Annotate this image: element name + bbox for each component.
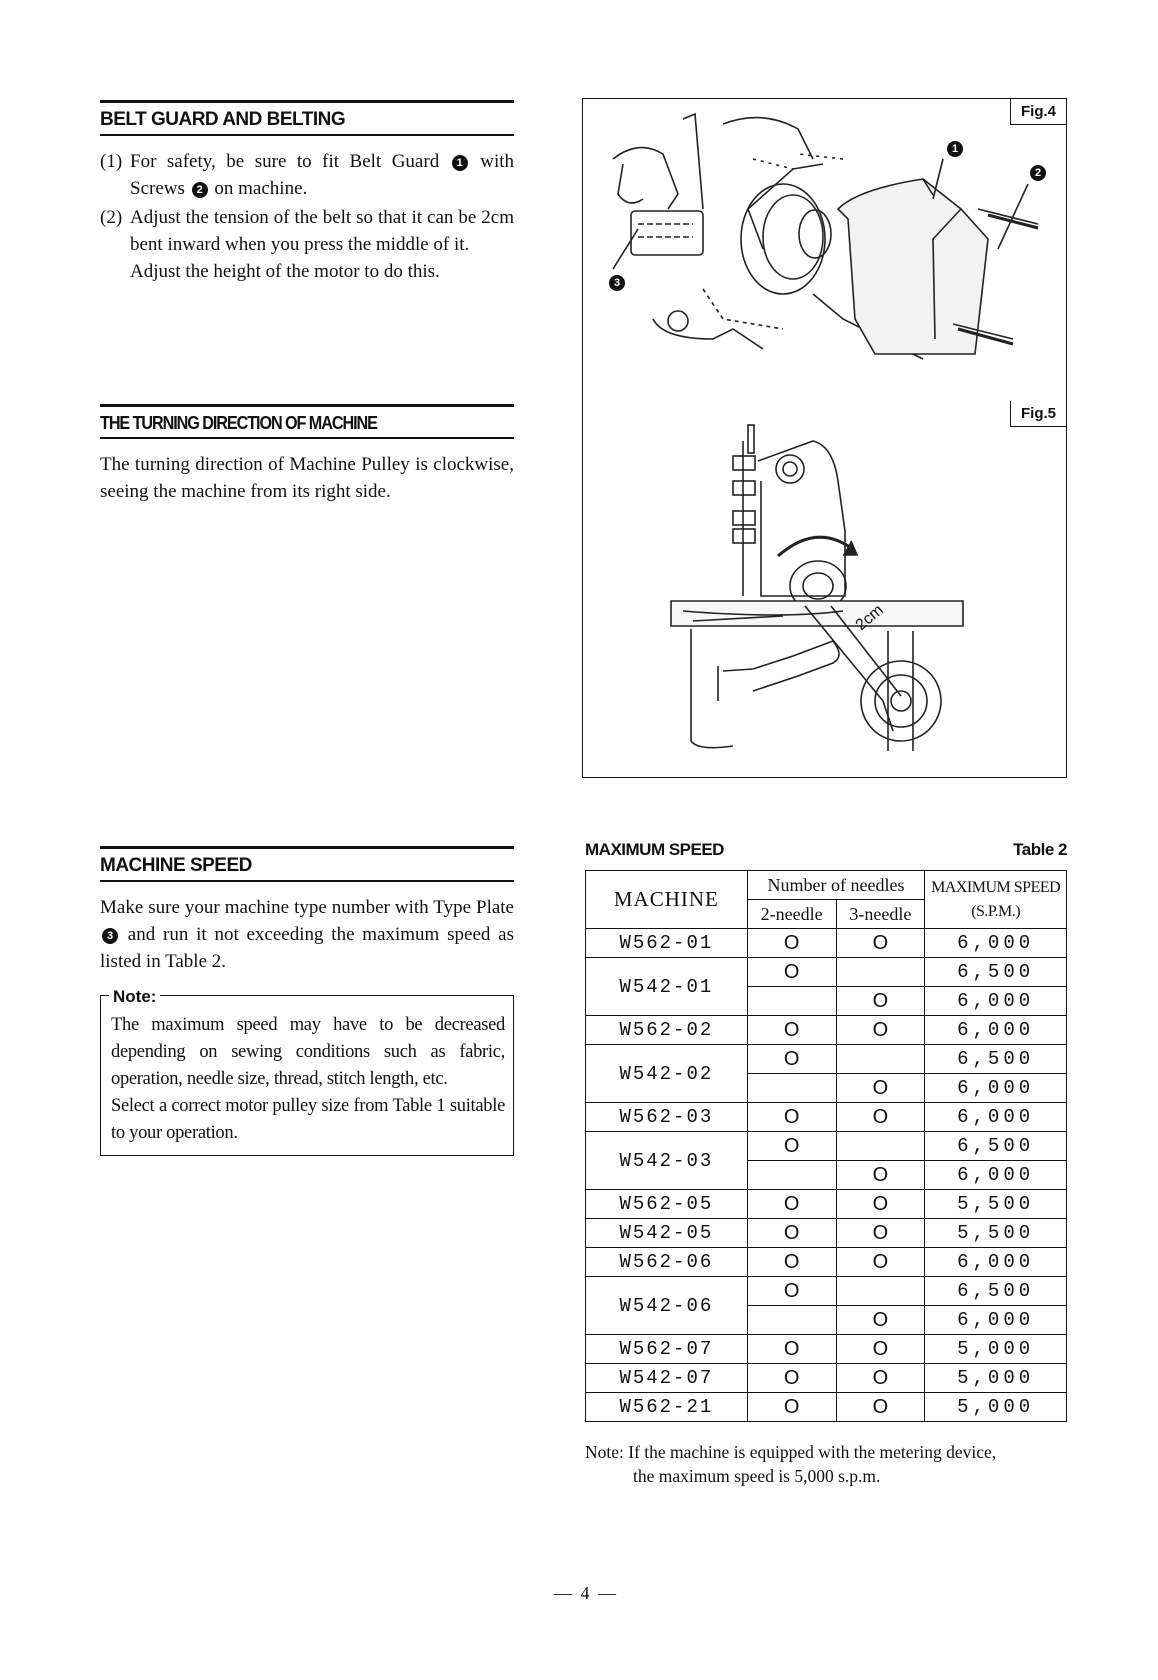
machine-speed-title: MACHINE SPEED <box>100 846 514 882</box>
figure-5-belt-mark: 2cm <box>852 601 887 635</box>
belt-item-1-part1: For safety, be sure to fit Belt Guard <box>130 151 440 172</box>
table-row <box>586 1248 1067 1277</box>
two-needle-cell <box>747 1161 836 1190</box>
figure-4 <box>582 98 1067 403</box>
table-heading <box>585 840 1067 860</box>
three-needle-cell: O <box>836 1364 925 1393</box>
three-needle-cell: O <box>836 1393 925 1422</box>
speed-cell: 6,000 <box>925 929 1067 958</box>
header-machine: MACHINE <box>586 871 748 929</box>
three-needle-cell: O <box>836 1335 925 1364</box>
three-needle-cell <box>836 1045 925 1074</box>
machine-cell: W542-02 <box>586 1045 748 1103</box>
table-row <box>586 958 1067 987</box>
three-needle-cell: O <box>836 1190 925 1219</box>
speed-cell: 6,000 <box>925 1074 1067 1103</box>
two-needle-cell: O <box>747 1103 836 1132</box>
speed-cell: 6,500 <box>925 1045 1067 1074</box>
two-needle-cell <box>747 1074 836 1103</box>
three-needle-cell: O <box>836 987 925 1016</box>
two-needle-cell: O <box>747 929 836 958</box>
figure-5-label: Fig.5 <box>1010 401 1066 427</box>
header-max-speed-unit: (S.P.M.) <box>971 902 1021 920</box>
three-needle-cell <box>836 1277 925 1306</box>
table-row <box>586 1045 1067 1074</box>
figure-4-callout-2: 2 <box>1030 165 1046 181</box>
three-needle-cell: O <box>836 1161 925 1190</box>
speed-cell: 5,500 <box>925 1219 1067 1248</box>
belt-item-1-part2: with <box>480 151 515 172</box>
speed-note-box <box>100 987 514 1156</box>
speed-cell: 6,000 <box>925 1161 1067 1190</box>
turning-direction-section <box>100 404 514 505</box>
two-needle-cell: O <box>747 1248 836 1277</box>
machine-speed-part2: and run it not exceeding the maximum speed as listed in Table 2. <box>100 924 514 972</box>
three-needle-cell: O <box>836 1219 925 1248</box>
three-needle-cell: O <box>836 1306 925 1335</box>
two-needle-cell: O <box>747 1016 836 1045</box>
two-needle-cell: O <box>747 1335 836 1364</box>
table-body <box>586 929 1067 1422</box>
machine-cell: W542-01 <box>586 958 748 1016</box>
machine-speed-section <box>100 846 514 1156</box>
belt-guard-body <box>100 148 514 285</box>
page-number: — 4 — <box>554 1583 618 1603</box>
three-needle-cell: O <box>836 1248 925 1277</box>
three-needle-cell: O <box>836 929 925 958</box>
speed-cell: 6,000 <box>925 1016 1067 1045</box>
two-needle-cell: O <box>747 1277 836 1306</box>
table-row <box>586 1219 1067 1248</box>
table-note-line-2: the maximum speed is 5,000 s.p.m. <box>633 1466 881 1486</box>
speed-cell: 5,000 <box>925 1364 1067 1393</box>
figure-5 <box>582 401 1067 778</box>
table-number: Table 2 <box>1013 840 1067 859</box>
machine-speed-text <box>100 894 514 975</box>
table-note <box>585 1440 1067 1488</box>
two-needle-cell <box>747 987 836 1016</box>
three-needle-cell <box>836 1132 925 1161</box>
two-needle-cell: O <box>747 1393 836 1422</box>
machine-cell: W562-01 <box>586 929 748 958</box>
table-row <box>586 1103 1067 1132</box>
machine-cell: W562-21 <box>586 1393 748 1422</box>
speed-note-label: Note: <box>109 983 160 1010</box>
table-row <box>586 1132 1067 1161</box>
two-needle-cell: O <box>747 1219 836 1248</box>
belt-item-1-number: (1) <box>100 151 123 172</box>
two-needle-cell: O <box>747 1190 836 1219</box>
belt-item-1 <box>100 148 514 202</box>
table-row <box>586 929 1067 958</box>
three-needle-cell: O <box>836 1103 925 1132</box>
machine-cell: W542-06 <box>586 1277 748 1335</box>
table-row <box>586 1016 1067 1045</box>
belt-item-2-number: (2) <box>100 207 123 228</box>
speed-cell: 6,500 <box>925 1132 1067 1161</box>
speed-cell: 6,000 <box>925 1306 1067 1335</box>
table-row <box>586 1393 1067 1422</box>
two-needle-cell: O <box>747 1045 836 1074</box>
belt-item-2-extra: Adjust the height of the motor to do this. <box>130 261 440 282</box>
table-row <box>586 1364 1067 1393</box>
speed-cell: 6,000 <box>925 1248 1067 1277</box>
speed-cell: 6,500 <box>925 958 1067 987</box>
belt-item-1-part3: Screws <box>130 178 185 199</box>
header-needles: Number of needles <box>747 871 925 900</box>
two-needle-cell: O <box>747 1364 836 1393</box>
header-max-speed-label: MAXIMUM SPEED <box>931 878 1061 896</box>
machine-cell: W542-05 <box>586 1219 748 1248</box>
table-row <box>586 1277 1067 1306</box>
header-max-speed <box>925 871 1067 929</box>
table-title: MAXIMUM SPEED <box>585 840 724 859</box>
type-plate-badge: 3 <box>102 928 118 944</box>
turning-direction-text: The turning direction of Machine Pulley is clockwise, seeing the machine from its right side. <box>100 454 514 502</box>
machine-cell: W562-05 <box>586 1190 748 1219</box>
speed-cell: 5,000 <box>925 1335 1067 1364</box>
two-needle-cell <box>747 1306 836 1335</box>
table-note-line-1: Note: If the machine is equipped with the metering device, <box>585 1442 997 1462</box>
machine-speed-part1: Make sure your machine type number with Type Plate <box>100 897 514 918</box>
figure-4-label: Fig.4 <box>1010 99 1066 125</box>
machine-cell: W542-03 <box>586 1132 748 1190</box>
machine-cell: W562-07 <box>586 1335 748 1364</box>
speed-note-text-2: Select a correct motor pulley size from Table 1 suitable to your operation. <box>111 1096 505 1143</box>
screws-badge: 2 <box>192 182 208 198</box>
figure-4-callout-3: 3 <box>609 275 625 291</box>
three-needle-cell <box>836 958 925 987</box>
table-row <box>586 1335 1067 1364</box>
speed-cell: 6,000 <box>925 1103 1067 1132</box>
header-3-needle: 3-needle <box>836 900 925 929</box>
machine-cell: W562-03 <box>586 1103 748 1132</box>
belt-item-2 <box>100 204 514 258</box>
speed-cell: 6,000 <box>925 987 1067 1016</box>
speed-cell: 5,000 <box>925 1393 1067 1422</box>
belt-item-1-text <box>130 148 514 202</box>
table-row <box>586 1190 1067 1219</box>
belt-guard-title: BELT GUARD AND BELTING <box>100 100 514 136</box>
speed-note-text-1: The maximum speed may have to be decreased depending on sewing conditions such as fabric, operation, needle size, thread, stitch length, etc. <box>111 1015 505 1089</box>
belt-guard-section <box>100 100 514 285</box>
machine-cell: W562-02 <box>586 1016 748 1045</box>
two-needle-cell: O <box>747 958 836 987</box>
three-needle-cell: O <box>836 1074 925 1103</box>
belt-item-2-text: Adjust the tension of the belt so that it can be 2cm bent inward when you press the middle of it. <box>130 207 514 255</box>
speed-cell: 5,500 <box>925 1190 1067 1219</box>
figure-5-illustration <box>583 401 1066 777</box>
header-2-needle: 2-needle <box>747 900 836 929</box>
machine-cell: W562-06 <box>586 1248 748 1277</box>
figure-4-callout-1: 1 <box>947 141 963 157</box>
three-needle-cell: O <box>836 1016 925 1045</box>
turning-direction-title: THE TURNING DIRECTION OF MACHINE <box>100 404 514 439</box>
speed-cell: 6,500 <box>925 1277 1067 1306</box>
belt-guard-badge: 1 <box>452 155 468 171</box>
belt-item-1-part4: on machine. <box>214 178 308 199</box>
figure-4-illustration <box>583 99 1066 402</box>
machine-cell: W542-07 <box>586 1364 748 1393</box>
max-speed-table <box>585 870 1067 1422</box>
two-needle-cell: O <box>747 1132 836 1161</box>
